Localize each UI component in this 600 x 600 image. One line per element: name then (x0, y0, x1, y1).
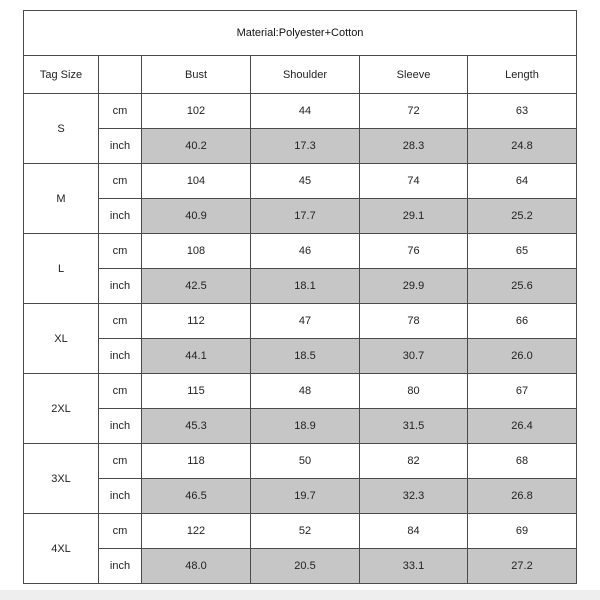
length-value: 26.8 (468, 479, 577, 514)
table-row (24, 479, 577, 514)
size-label: XL (24, 304, 99, 374)
unit-label: inch (99, 409, 142, 444)
size-chart-table (23, 10, 577, 584)
sleeve-value: 78 (360, 304, 468, 339)
table-row (24, 234, 577, 269)
header-bust: Bust (142, 56, 251, 94)
length-value: 26.4 (468, 409, 577, 444)
sleeve-value: 29.1 (360, 199, 468, 234)
unit-label: cm (99, 94, 142, 129)
table-row (24, 199, 577, 234)
size-label: S (24, 94, 99, 164)
table-row (24, 339, 577, 374)
length-value: 64 (468, 164, 577, 199)
sleeve-value: 33.1 (360, 549, 468, 584)
table-row (24, 374, 577, 409)
length-value: 68 (468, 444, 577, 479)
sleeve-value: 31.5 (360, 409, 468, 444)
sleeve-value: 80 (360, 374, 468, 409)
shoulder-value: 18.1 (251, 269, 360, 304)
unit-label: cm (99, 374, 142, 409)
size-label: 4XL (24, 514, 99, 584)
shoulder-value: 17.3 (251, 129, 360, 164)
bust-value: 112 (142, 304, 251, 339)
length-value: 24.8 (468, 129, 577, 164)
shoulder-value: 45 (251, 164, 360, 199)
shoulder-value: 47 (251, 304, 360, 339)
size-label: 2XL (24, 374, 99, 444)
bust-value: 104 (142, 164, 251, 199)
length-value: 66 (468, 304, 577, 339)
bust-value: 46.5 (142, 479, 251, 514)
length-value: 69 (468, 514, 577, 549)
material-title: Material:Polyester+Cotton (24, 11, 577, 56)
sleeve-value: 30.7 (360, 339, 468, 374)
sleeve-value: 82 (360, 444, 468, 479)
table-row (24, 444, 577, 479)
length-value: 25.2 (468, 199, 577, 234)
bust-value: 48.0 (142, 549, 251, 584)
bust-value: 108 (142, 234, 251, 269)
bust-value: 45.3 (142, 409, 251, 444)
size-label: L (24, 234, 99, 304)
title-row (24, 11, 577, 56)
unit-label: cm (99, 234, 142, 269)
length-value: 25.6 (468, 269, 577, 304)
shoulder-value: 44 (251, 94, 360, 129)
table-row (24, 514, 577, 549)
sleeve-value: 72 (360, 94, 468, 129)
length-value: 27.2 (468, 549, 577, 584)
sleeve-value: 84 (360, 514, 468, 549)
header-shoulder: Shoulder (251, 56, 360, 94)
shoulder-value: 52 (251, 514, 360, 549)
unit-label: inch (99, 269, 142, 304)
unit-label: cm (99, 304, 142, 339)
sleeve-value: 32.3 (360, 479, 468, 514)
sleeve-value: 76 (360, 234, 468, 269)
header-sleeve: Sleeve (360, 56, 468, 94)
length-value: 65 (468, 234, 577, 269)
unit-label: inch (99, 479, 142, 514)
sleeve-value: 28.3 (360, 129, 468, 164)
bust-value: 44.1 (142, 339, 251, 374)
shoulder-value: 50 (251, 444, 360, 479)
table-row (24, 409, 577, 444)
size-label: M (24, 164, 99, 234)
table-row (24, 94, 577, 129)
header-length: Length (468, 56, 577, 94)
unit-label: cm (99, 514, 142, 549)
header-tag-size: Tag Size (24, 56, 99, 94)
bust-value: 122 (142, 514, 251, 549)
unit-label: cm (99, 444, 142, 479)
table-row (24, 269, 577, 304)
shoulder-value: 20.5 (251, 549, 360, 584)
size-label: 3XL (24, 444, 99, 514)
unit-label: inch (99, 549, 142, 584)
shoulder-value: 17.7 (251, 199, 360, 234)
length-value: 63 (468, 94, 577, 129)
unit-label: cm (99, 164, 142, 199)
bust-value: 40.9 (142, 199, 251, 234)
table-row (24, 129, 577, 164)
shoulder-value: 48 (251, 374, 360, 409)
table-row (24, 304, 577, 339)
header-row (24, 56, 577, 94)
bust-value: 42.5 (142, 269, 251, 304)
length-value: 67 (468, 374, 577, 409)
bust-value: 102 (142, 94, 251, 129)
sleeve-value: 74 (360, 164, 468, 199)
shoulder-value: 18.5 (251, 339, 360, 374)
shoulder-value: 46 (251, 234, 360, 269)
sleeve-value: 29.9 (360, 269, 468, 304)
length-value: 26.0 (468, 339, 577, 374)
table-row (24, 549, 577, 584)
bust-value: 40.2 (142, 129, 251, 164)
header-unit (99, 56, 142, 94)
table-row (24, 164, 577, 199)
unit-label: inch (99, 199, 142, 234)
shoulder-value: 18.9 (251, 409, 360, 444)
shoulder-value: 19.7 (251, 479, 360, 514)
bottom-margin-strip (0, 590, 600, 600)
bust-value: 118 (142, 444, 251, 479)
bust-value: 115 (142, 374, 251, 409)
unit-label: inch (99, 129, 142, 164)
unit-label: inch (99, 339, 142, 374)
